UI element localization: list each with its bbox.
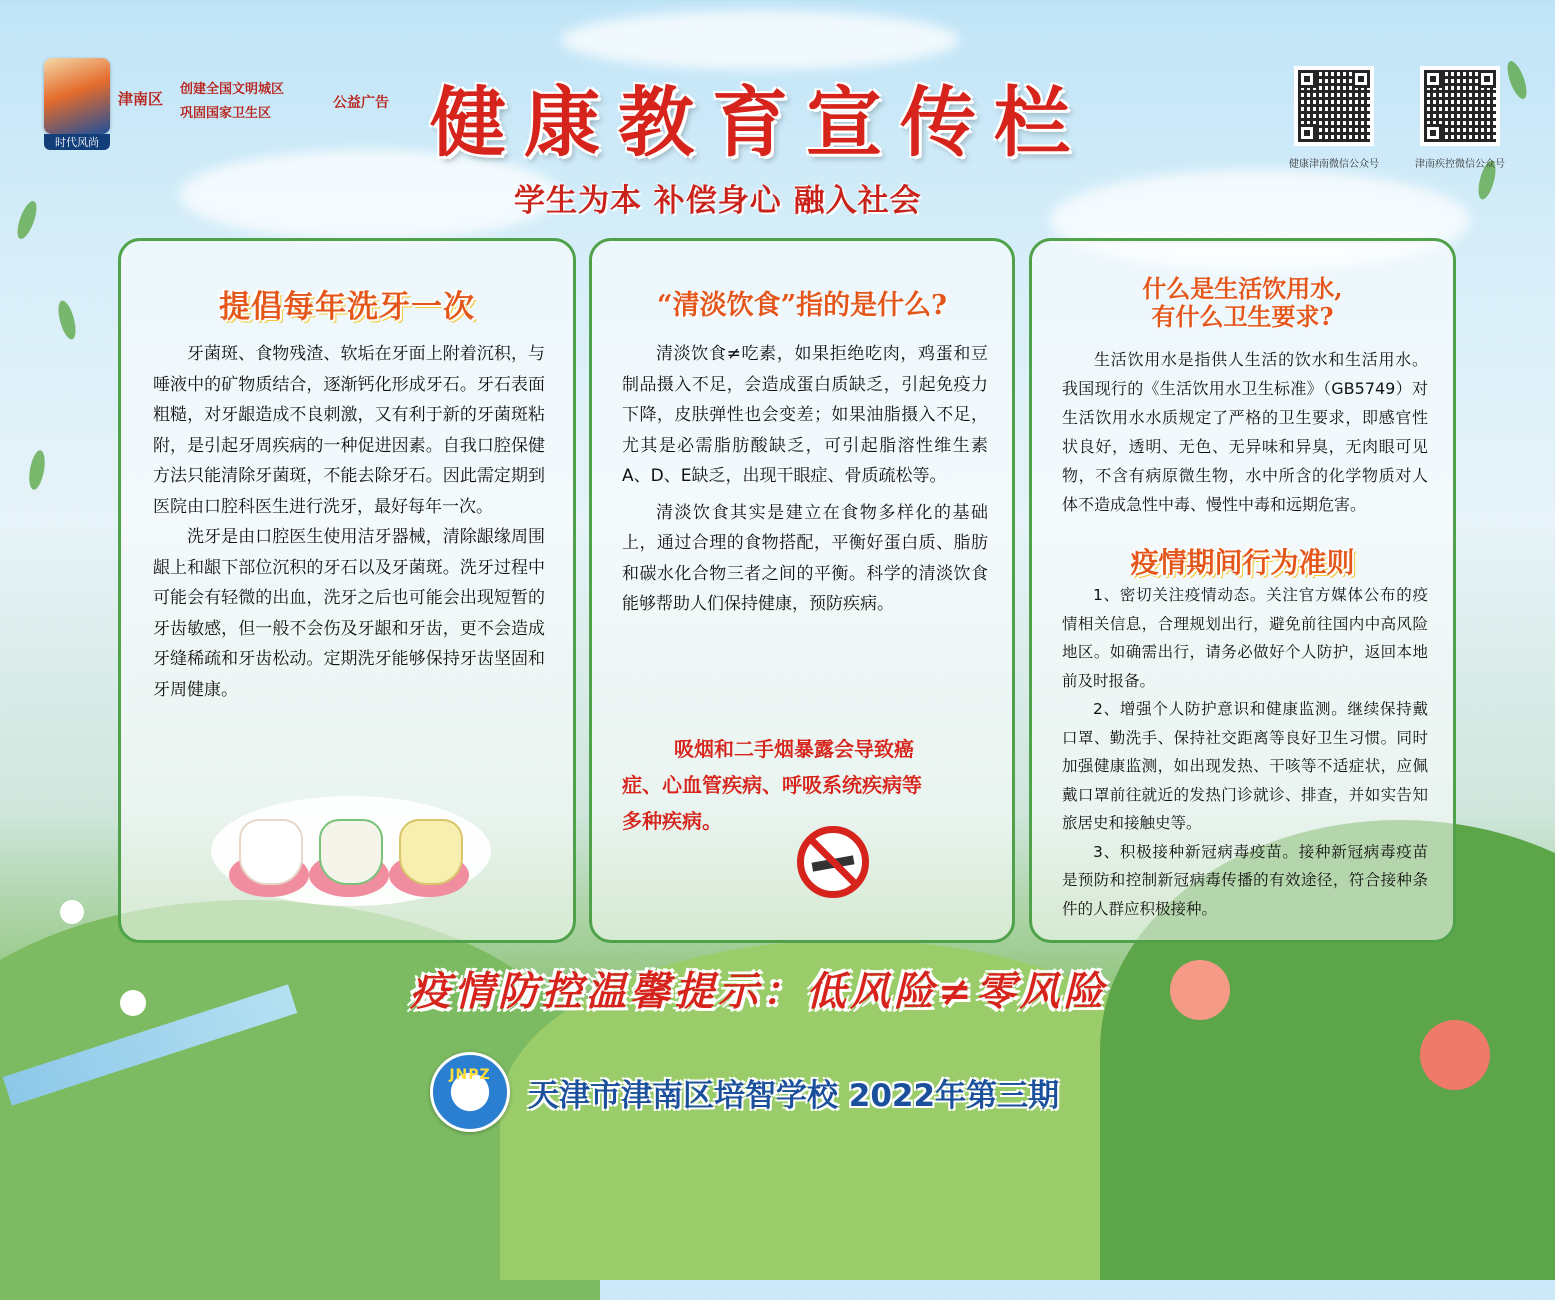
willow-leaf	[1504, 59, 1531, 101]
panel-title: 提倡每年洗牙一次	[219, 289, 475, 325]
panel-title: “清淡饮食”指的是什么?	[657, 290, 947, 321]
public-ad-label: 公益广告	[333, 95, 389, 111]
page-subtitle: 学生为本 补偿身心 融入社会	[514, 183, 922, 219]
willow-leaf	[14, 199, 41, 241]
qr-caption: 健康津南微信公众号	[1289, 159, 1379, 170]
paragraph: 清淡饮食≠吃素，如果拒绝吃肉，鸡蛋和豆制品摄入不足，会造成蛋白质缺乏，引起免疫力下降，皮肤弹性也会变差；如果油脂摄入不足，尤其是必需脂肪酸缺乏，可引起脂溶性维生素A、D、E缺乏，出现干眼症、骨质疏松等。	[622, 344, 988, 486]
no-smoking-icon	[797, 826, 869, 898]
qr-eye	[1424, 70, 1442, 88]
panel-body	[622, 339, 988, 620]
qr-eye	[1298, 124, 1316, 142]
school-logo	[430, 1052, 510, 1132]
panel-diet	[589, 238, 1015, 943]
school-name: 天津市津南区培智学校 2022年第三期	[528, 1078, 1060, 1114]
rule-item: 3、积极接种新冠病毒疫苗。接种新冠病毒疫苗是预防和控制新冠病毒传播的有效途径，符合接种条件的人群应积极接种。	[1062, 842, 1428, 918]
campaign-line: 巩固国家卫生区	[180, 106, 272, 121]
willow-leaf	[55, 299, 79, 341]
epidemic-tip: 疫情防控温馨提示：低风险≠零风险	[410, 968, 1108, 1015]
logo-caption: 时代风尚	[44, 134, 110, 150]
healthy-tooth-icon	[239, 819, 303, 885]
background-cloud	[560, 10, 960, 70]
paragraph: 牙菌斑、食物残渣、软垢在牙面上附着沉积，与唾液中的矿物质结合，逐渐钙化形成牙石。牙石表面粗糙，对牙龈造成不良刺激，又有利于新的牙菌斑粘附，是引起牙周疾病的一种促进因素。自我口腔保健方法只能清除牙菌斑，不能去除牙石。因此需定期到医院由口腔科医生进行洗牙，最好每年一次。	[153, 344, 545, 517]
paragraph: 清淡饮食其实是建立在食物多样化的基础上，通过合理的食物搭配，平衡好蛋白质、脂肪和碳水化合物三者之间的平衡。科学的清淡饮食能够帮助人们保持健康，预防疾病。	[622, 502, 988, 614]
water-text	[1062, 345, 1428, 519]
flower-decoration	[1420, 1020, 1490, 1090]
qr-code[interactable]	[1420, 66, 1500, 146]
epidemic-title: 疫情期间行为准则	[1130, 546, 1355, 579]
flower-decoration	[60, 900, 84, 924]
panel-dental	[118, 238, 576, 943]
paragraph: 洗牙是由口腔医生使用洁牙器械，清除龈缘周围龈上和龈下部位沉积的牙石以及牙菌斑。洗牙过程中可能会有轻微的出血，洗牙之后也可能会出现短暂的牙齿敏感，但一般不会伤及牙龈和牙齿，更不会造成牙缝稀疏和牙齿松动。定期洗牙能够保持牙齿坚固和牙周健康。	[153, 527, 545, 700]
plaque-tooth-icon	[319, 819, 383, 885]
qr-pattern	[1298, 70, 1370, 142]
smoking-warning	[622, 731, 992, 839]
qr-eye	[1352, 70, 1370, 88]
warning-line: 症、心血管疾病、呼吸系统疾病等	[622, 773, 922, 797]
school-abbr: JNPZ	[449, 1067, 491, 1083]
qr-caption: 津南疾控微信公众号	[1415, 159, 1505, 170]
tartar-tooth-icon	[399, 819, 463, 885]
qr-eye	[1424, 124, 1442, 142]
campaign-line: 创建全国文明城区	[180, 82, 285, 97]
warning-line: 多种疾病。	[622, 809, 722, 833]
panel-title	[1032, 275, 1453, 331]
panel-water	[1029, 238, 1456, 943]
qr-eye	[1298, 70, 1316, 88]
page-title: 健康教育宣传栏	[430, 78, 1088, 167]
qr-pattern	[1424, 70, 1496, 142]
panel-title-line: 有什么卫生要求?	[1151, 302, 1334, 331]
qr-eye	[1478, 70, 1496, 88]
flower-decoration	[120, 990, 146, 1016]
panel-title-line: 什么是生活饮用水,	[1142, 274, 1343, 303]
campaign-slogan	[180, 78, 284, 126]
rule-item: 1、密切关注疫情动态。关注官方媒体公布的疫情相关信息，合理规划出行，避免前往国内中高风险地区。如确需出行，请务必做好个人防护，返回本地前及时报备。	[1062, 586, 1428, 690]
rule-item: 2、增强个人防护意识和健康监测。继续保持戴口罩、勤洗手、保持社交距离等良好卫生习惯。同时加强健康监测，如出现发热、干咳等不适症状，应佩戴口罩前往就近的发热门诊就诊、排查，并如实告知旅居史和接触史等。	[1062, 700, 1428, 832]
warning-line: 吸烟和二手烟暴露会导致癌	[674, 737, 914, 761]
district-logo	[44, 58, 110, 134]
flower-decoration	[1170, 960, 1230, 1020]
paragraph: 生活饮用水是指供人生活的饮水和生活用水。我国现行的《生活饮用水卫生标准》（GB5749）对生活饮用水水质规定了严格的卫生要求，即感官性状良好，透明、无色、无异味和异臭，无肉眼可见物，不含有病原微生物，水中所含的化学物质对人体不造成急性中毒、慢性中毒和远期危害。	[1062, 350, 1428, 514]
willow-leaf	[27, 449, 48, 491]
district-name: 津南区	[118, 90, 164, 108]
epidemic-rules	[1062, 581, 1428, 923]
panel-body	[153, 339, 545, 705]
qr-code[interactable]	[1294, 66, 1374, 146]
